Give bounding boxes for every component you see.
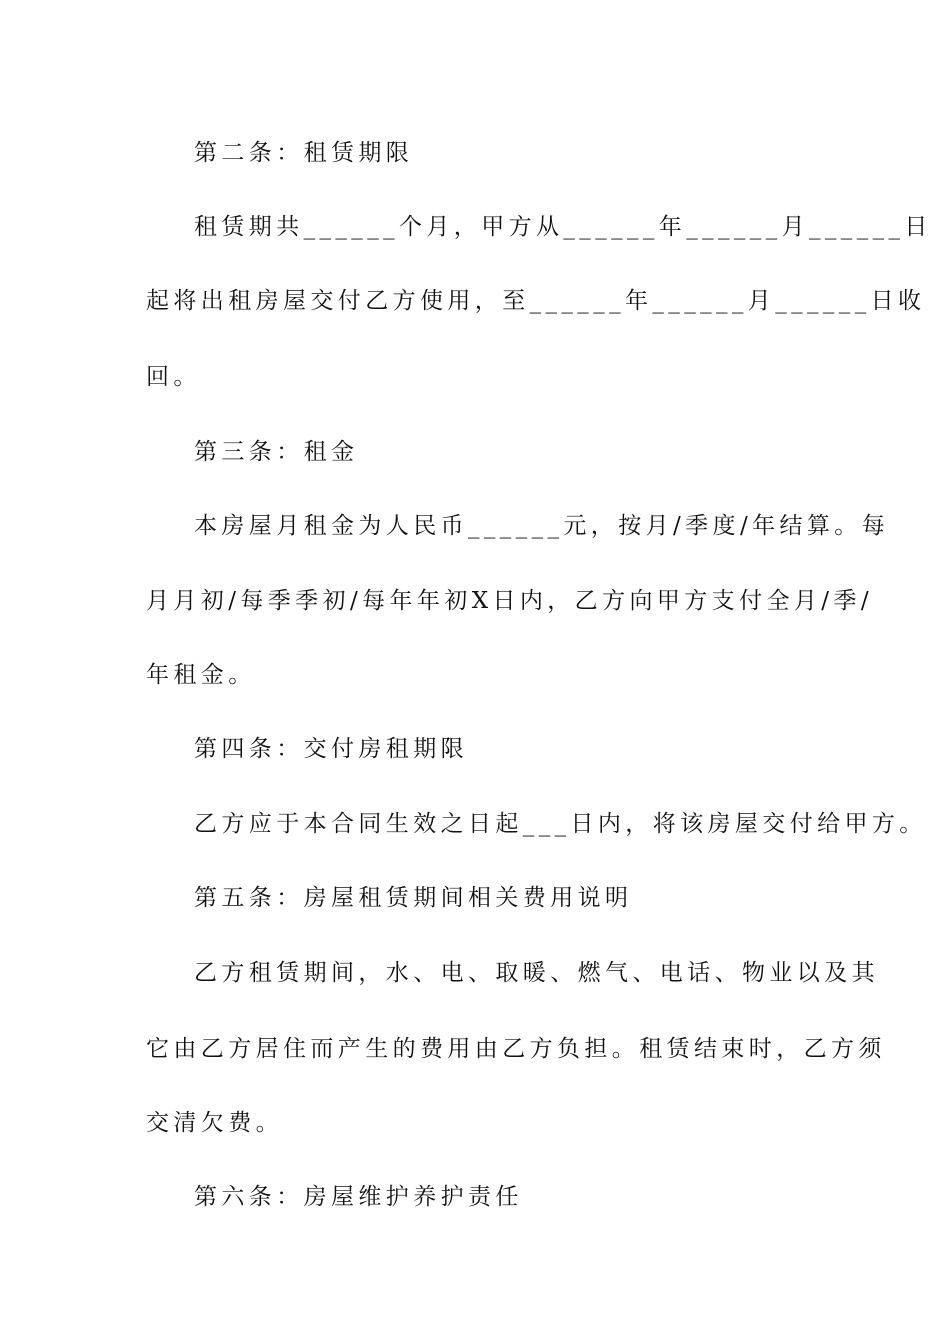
paragraph-lease-term-line-1: 租赁期共______个月，甲方从______年______月______日 [194, 214, 932, 240]
heading-article-5: 第五条：房屋租赁期间相关费用说明 [194, 885, 633, 911]
paragraph-rent-line-1: 本房屋月租金为人民币______元，按月/季度/年结算。每 [194, 513, 890, 539]
heading-article-3: 第三条：租金 [194, 439, 359, 465]
paragraph-delivery: 乙方应于本合同生效之日起___日内，将该房屋交付给甲方。 [194, 811, 927, 837]
paragraph-rent-line-3: 年租金。 [146, 662, 256, 688]
heading-article-6: 第六条：房屋维护养护责任 [194, 1184, 523, 1210]
paragraph-fees-line-1: 乙方租赁期间，水、电、取暖、燃气、电话、物业以及其 [194, 960, 879, 986]
paragraph-fees-line-3: 交清欠费。 [146, 1110, 283, 1136]
paragraph-fees-line-2: 它由乙方居住而产生的费用由乙方负担。租赁结束时，乙方须 [146, 1036, 886, 1062]
heading-article-4: 第四条：交付房租期限 [194, 736, 468, 762]
paragraph-lease-term-line-2: 起将出租房屋交付乙方使用，至______年______月______日收 [146, 288, 926, 314]
paragraph-lease-term-line-3: 回。 [146, 364, 201, 390]
paragraph-rent-line-2: 月月初/每季季初/每年年初X日内，乙方向甲方支付全月/季/ [146, 588, 873, 614]
heading-article-2: 第二条：租赁期限 [194, 140, 414, 166]
